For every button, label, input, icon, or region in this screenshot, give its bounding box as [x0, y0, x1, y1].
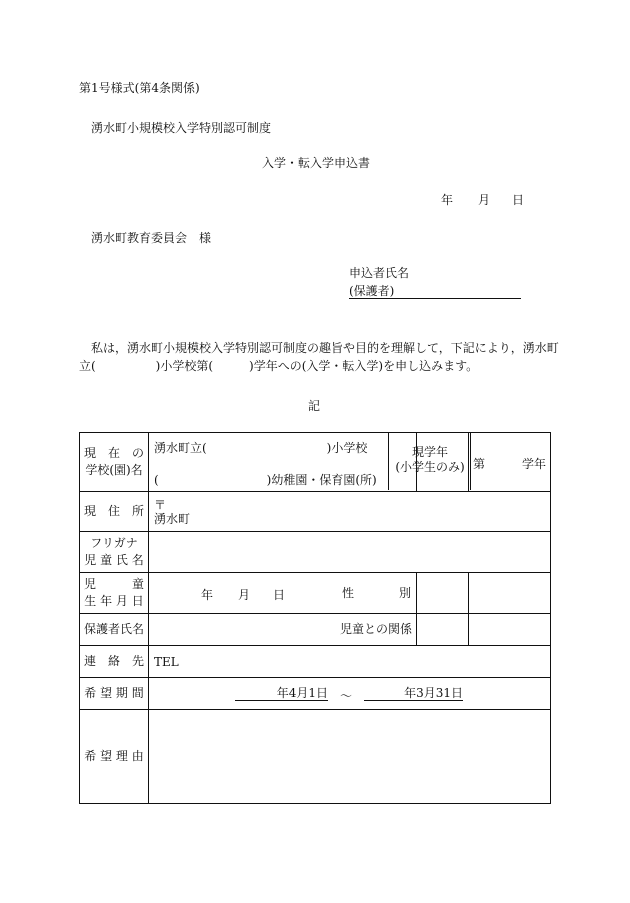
- row-address: [80, 492, 551, 532]
- furigana-label: フリガナ: [90, 536, 138, 550]
- form-number: 第1号様式(第4条関係): [79, 81, 200, 95]
- addressee: 湧水町教育委員会 様: [91, 231, 212, 245]
- guardian-line: [349, 284, 521, 299]
- gender-label-cell: [417, 573, 469, 614]
- grade-prefix: 第: [473, 457, 486, 471]
- period-field[interactable]: [149, 678, 551, 710]
- guardian-name-label-cell: [80, 614, 149, 646]
- row-period: [80, 678, 551, 710]
- date-day: 日: [512, 193, 525, 207]
- grade-divider-right: [470, 432, 471, 490]
- date-month: 月: [478, 193, 491, 207]
- period-end: 年3月31日: [364, 687, 463, 701]
- relation-label: 児童との関係: [340, 622, 413, 636]
- period-label: 希 望 期 間: [84, 686, 144, 700]
- grade-suffix: 学年: [521, 457, 546, 471]
- row-guardian: [80, 614, 551, 646]
- row-reason: [80, 710, 551, 804]
- period-label-cell: [80, 678, 149, 710]
- reason-label: 希 望 理 由: [84, 749, 144, 763]
- document-title: 入学・転入学申込書: [262, 156, 371, 170]
- school-kindergarten: ( )幼稚園・保育園(所): [154, 473, 377, 487]
- birth-label-line-2: 生 年 月 日: [84, 594, 144, 608]
- birth-label: [80, 576, 148, 610]
- birth-date-field[interactable]: [149, 573, 417, 614]
- grade-field[interactable]: [469, 433, 551, 492]
- relation-field[interactable]: [469, 614, 551, 646]
- grade-label-text: [390, 445, 470, 475]
- birth-day: 日: [273, 588, 286, 602]
- child-name-label-cell: [80, 532, 149, 573]
- grade-divider-left: [388, 432, 389, 490]
- contact-field[interactable]: [149, 646, 551, 678]
- row-school: [80, 433, 551, 492]
- gender-label-2: 別: [399, 586, 412, 600]
- body-line-2: 立( )小学校第( )学年への(入学・転入学)を申し込みます。: [79, 359, 479, 373]
- row-contact: [80, 646, 551, 678]
- contact-label: 連 絡 先: [83, 654, 144, 668]
- row-birth-gender: [80, 573, 551, 614]
- grade-label-line-2: (小学生のみ): [395, 460, 465, 474]
- relation-label-cell: [417, 614, 469, 646]
- child-name-label-text: 児 童 氏 名: [84, 553, 144, 567]
- gender-field[interactable]: [469, 573, 551, 614]
- contact-label-cell: [80, 646, 149, 678]
- school-label: [80, 445, 148, 479]
- guardian-name-label: 保護者氏名: [83, 622, 144, 636]
- contact-tel: TEL: [154, 654, 179, 669]
- period-start: 年4月1日: [235, 687, 328, 701]
- birth-month: 月: [238, 588, 251, 602]
- period-separator: ～: [340, 689, 353, 703]
- school-label-line-1: 現 在 の: [83, 446, 144, 460]
- applicant-label: 申込者氏名: [349, 266, 410, 280]
- postal-mark: 〒: [154, 497, 167, 512]
- system-name: 湧水町小規模校入学特別認可制度: [91, 121, 272, 135]
- school-name-field[interactable]: [149, 433, 417, 492]
- reason-label-cell: [80, 710, 149, 804]
- reason-field[interactable]: [149, 710, 551, 804]
- grade-label-line-1: 現学年: [411, 445, 448, 459]
- school-label-line-2: 学校(園)名: [85, 463, 143, 477]
- address-town: 湧水町: [154, 511, 191, 526]
- application-table: [79, 432, 551, 804]
- ki-label: 記: [308, 399, 321, 413]
- school-elementary: 湧水町立( )小学校: [154, 441, 368, 455]
- body-line-1: 私は，湧水町小規模校入学特別認可制度の趣旨や目的を理解して，下記により，湧水町: [91, 341, 559, 355]
- school-label-cell: [80, 433, 149, 492]
- birth-label-cell: [80, 573, 149, 614]
- child-name-field[interactable]: [149, 532, 551, 573]
- gender-label-1: 性: [342, 586, 355, 600]
- address-label: 現 住 所: [83, 504, 144, 518]
- address-label-cell: [80, 492, 149, 532]
- guardian-label: (保護者): [349, 284, 395, 298]
- birth-label-line-1: 児 童: [83, 577, 144, 591]
- birth-year: 年: [201, 588, 214, 602]
- date-year: 年: [441, 193, 454, 207]
- address-field[interactable]: [149, 492, 551, 532]
- child-name-label: [80, 535, 148, 569]
- row-child-name: [80, 532, 551, 573]
